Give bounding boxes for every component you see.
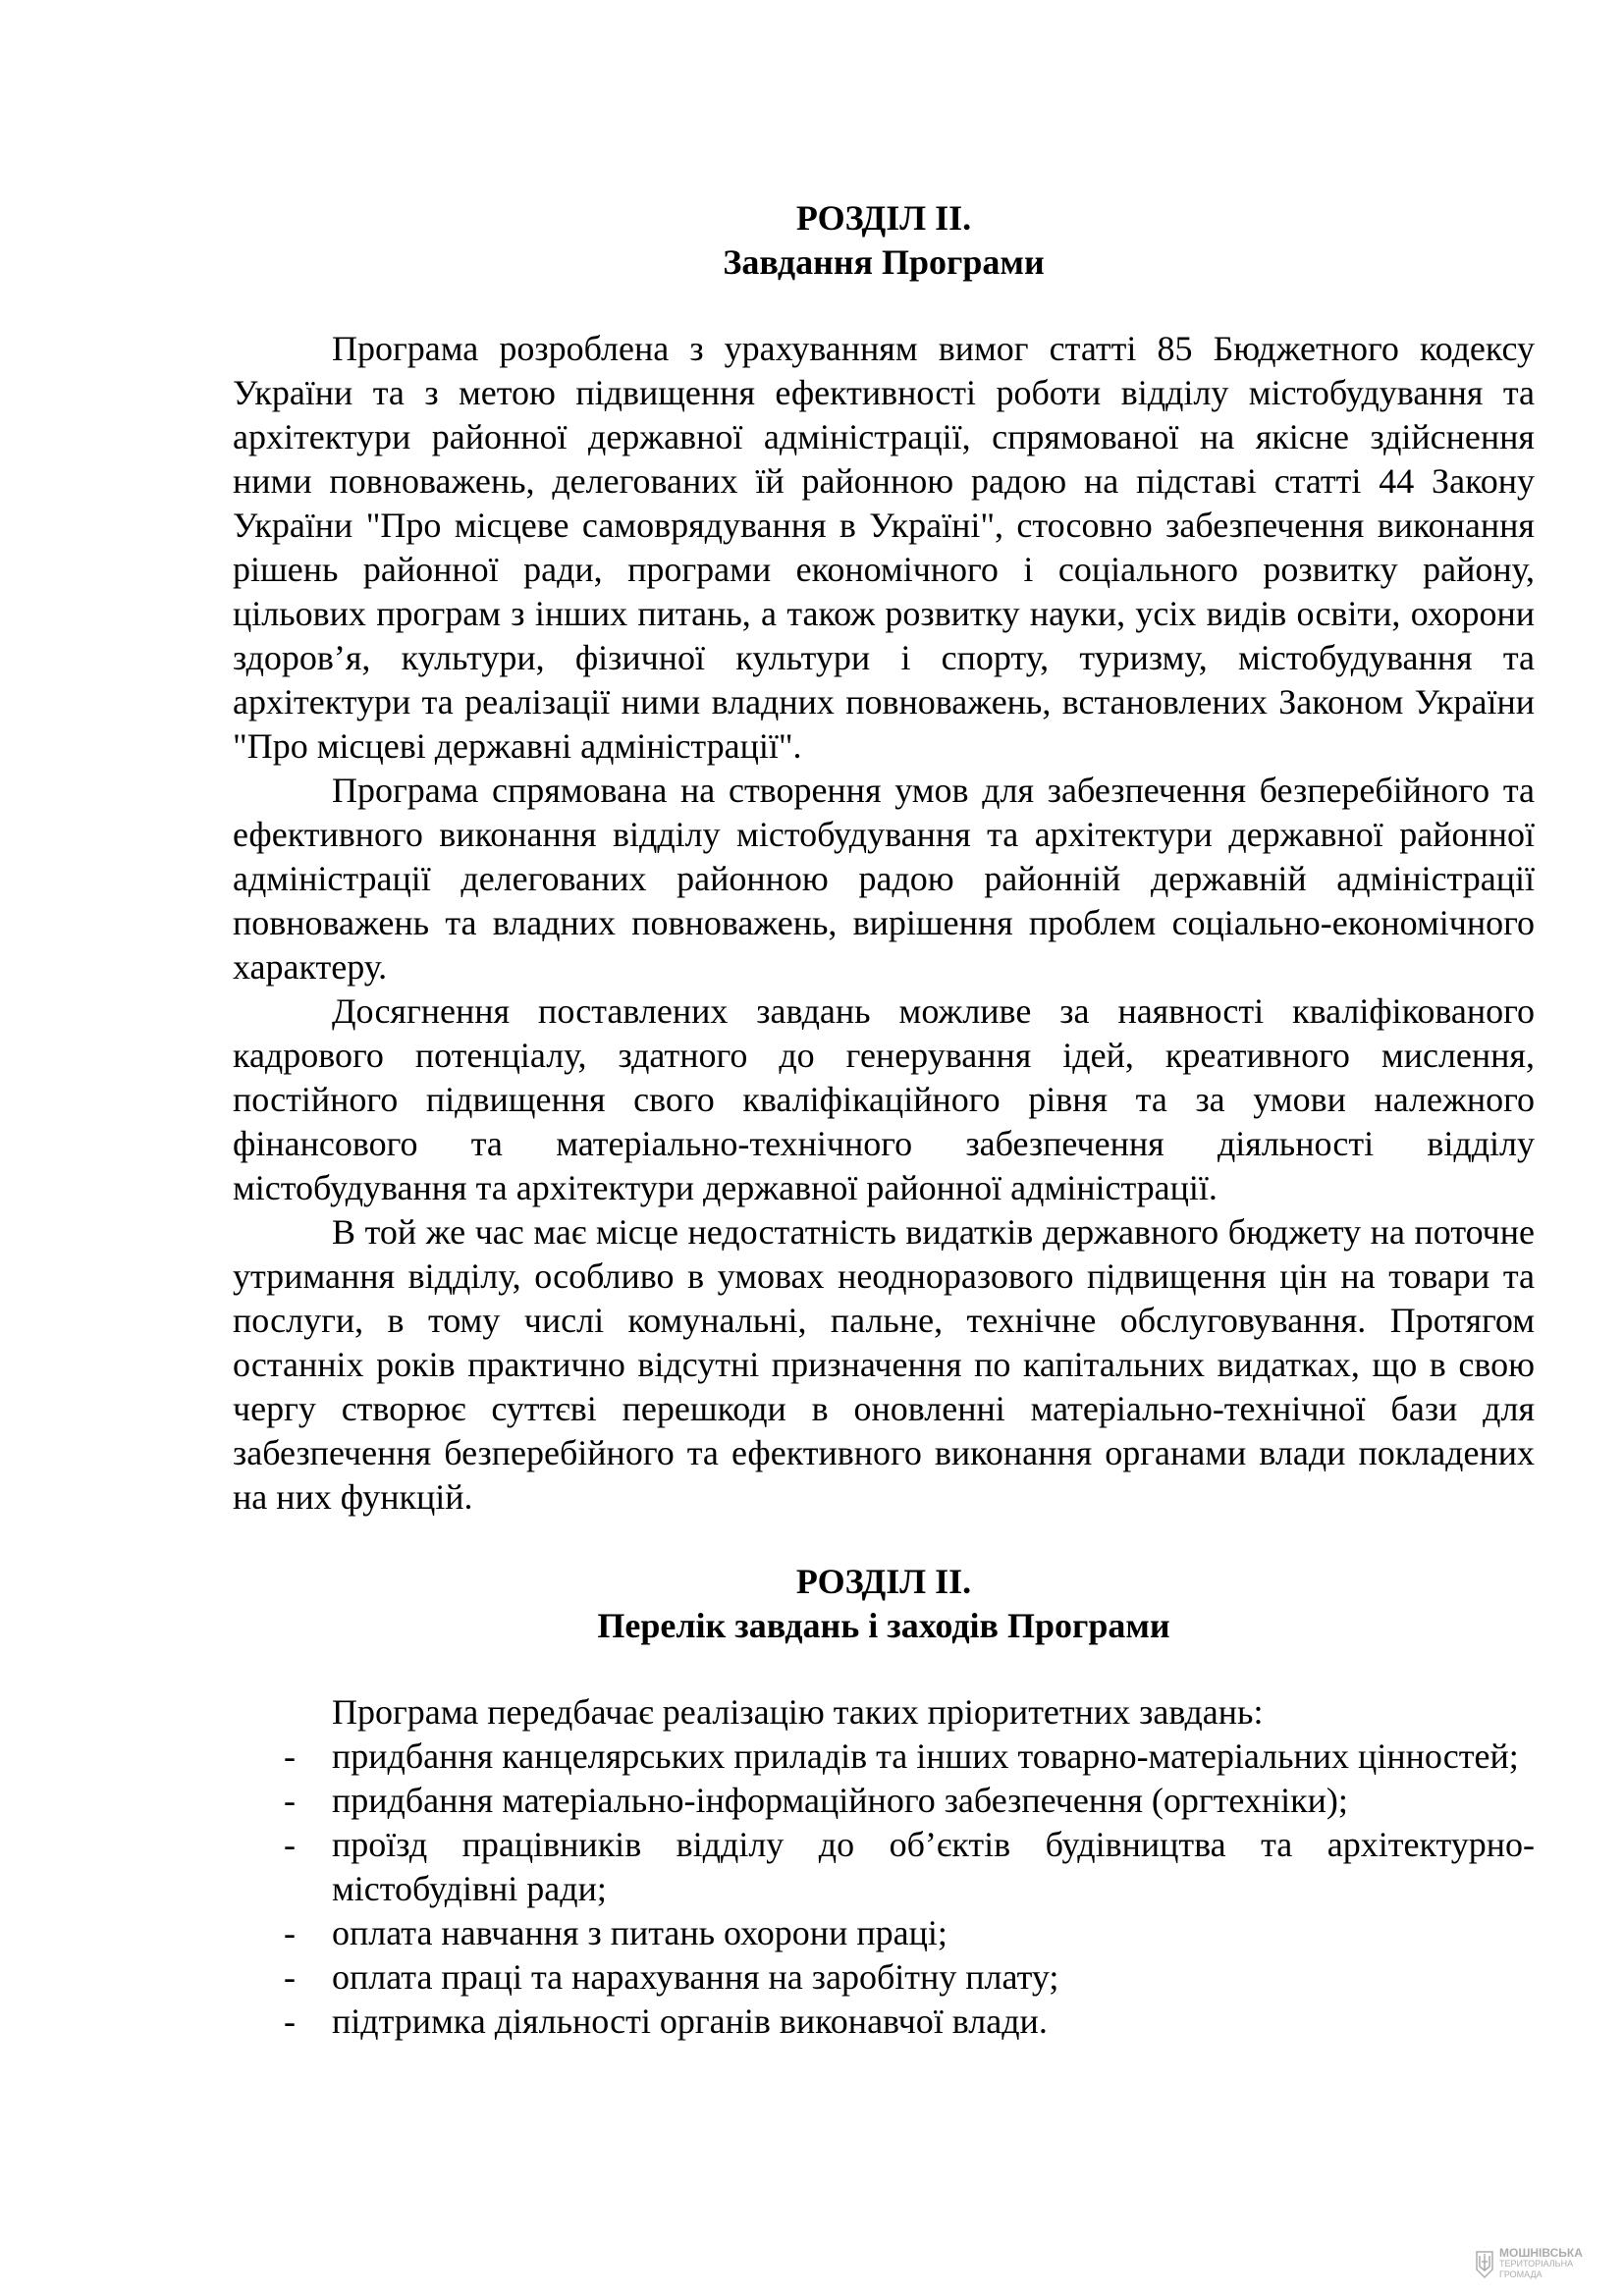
watermark-text xyxy=(1499,2248,1583,2280)
bullet-dash: - xyxy=(284,1825,296,1864)
section-2-heading xyxy=(233,1560,1535,1648)
task-text: проїзд працівників відділу до об’єктів будівництва та архітектурно-містобудівні ради; xyxy=(332,1825,1535,1908)
section-1-paragraph-1: Програма розроблена з урахуванням вимог статті 85 Бюджетного кодексу України та з метою підвищення ефективності роботи відділу містобудування та архітектури районної державної адміністрації, спрямованої на якісне здійснення ними повноважень, делегованих їй районною радою на підставі статті 44 Закону України "Про місцеве самоврядування в Україні", стосовно забезпечення виконання рішень районної ради, програми економічного і соціального розвитку району, цільових програм з інших питань, а також розвитку науки, усіх видів освіти, охорони здоров’я, культури, фізичної культури і спорту, туризму, містобудування та архітектури та реалізації ними владних повноважень, встановлених Законом України "Про місцеві державні адміністрації". xyxy=(233,329,1535,766)
task-text: підтримка діяльності органів виконавчої влади. xyxy=(332,2002,1048,2041)
task-text: оплата навчання з питань охорони праці; xyxy=(332,1913,947,1952)
section-1-paragraph-4: В той же час має місце недостатність видатків державного бюджету на поточне утримання відділу, особливо в умовах неодноразового підвищення цін на товари та послуги, в тому числі комунальні, пальне, технічне обслуговування. Протягом останніх років практично відсутні призначення по капітальних видатках, що в свою чергу створює суттєві перешкоди в оновленні матеріально-технічної бази для забезпечення безперебійного та ефективного виконання органами влади покладених на них функцій. xyxy=(233,1212,1535,1517)
document-page xyxy=(233,196,1535,2044)
task-text: придбання матеріально-інформаційного забезпечення (оргтехніки); xyxy=(332,1781,1348,1820)
task-list-item xyxy=(233,1823,1535,1911)
section-2-label: РОЗДІЛ ІІ. xyxy=(795,1562,972,1601)
task-list-item xyxy=(233,1779,1535,1823)
section-2-intro: Програма передбачає реалізацію таких пріоритетних завдань: xyxy=(332,1692,1264,1732)
bullet-dash: - xyxy=(284,1957,296,1997)
section-1-paragraph-3: Досягнення поставлених завдань можливе за наявності кваліфікованого кадрового потенціалу, здатного до генерування ідей, креативного мислення, постійного підвищення свого кваліфікаційного рівня та за умови належного фінансового та матеріально-технічного забезпечення діяльності відділу містобудування та архітектури державної районної адміністрації. xyxy=(233,991,1535,1207)
bullet-dash: - xyxy=(284,1781,296,1820)
section-1-title: Завдання Програми xyxy=(723,242,1045,282)
bullet-dash: - xyxy=(284,2002,296,2041)
task-list-item xyxy=(233,2000,1535,2044)
watermark-line-2: ТЕРИТОРІАЛЬНА xyxy=(1499,2259,1574,2269)
task-list xyxy=(233,1735,1535,2044)
task-list-item xyxy=(233,1735,1535,1779)
watermark-line-1: МОШНІВСЬКА xyxy=(1499,2246,1583,2260)
section-2-title: Перелік завдань і заходів Програми xyxy=(597,1606,1170,1645)
watermark-line-3: ГРОМАДА xyxy=(1499,2269,1543,2279)
section-1-paragraph-2: Програма спрямована на створення умов для забезпечення безперебійного та ефективного виконання відділу містобудування та архітектури державної районної адміністрації делегованих районною радою районній державній адміністрації повноважень та владних повноважень, вирішення проблем соціально-економічного характеру. xyxy=(233,771,1535,987)
task-list-item xyxy=(233,1911,1535,1955)
section-1-label: РОЗДІЛ ІІ. xyxy=(795,198,972,238)
trident-icon xyxy=(1475,2250,1494,2279)
task-list-item xyxy=(233,1955,1535,2000)
community-watermark xyxy=(1475,2248,1583,2280)
task-text: придбання канцелярських приладів та інших товарно-матеріальних цінностей; xyxy=(332,1736,1519,1776)
section-1-heading xyxy=(233,196,1535,285)
bullet-dash: - xyxy=(284,1736,296,1776)
bullet-dash: - xyxy=(284,1913,296,1952)
task-text: оплата праці та нарахування на заробітну плату; xyxy=(332,1957,1059,1997)
